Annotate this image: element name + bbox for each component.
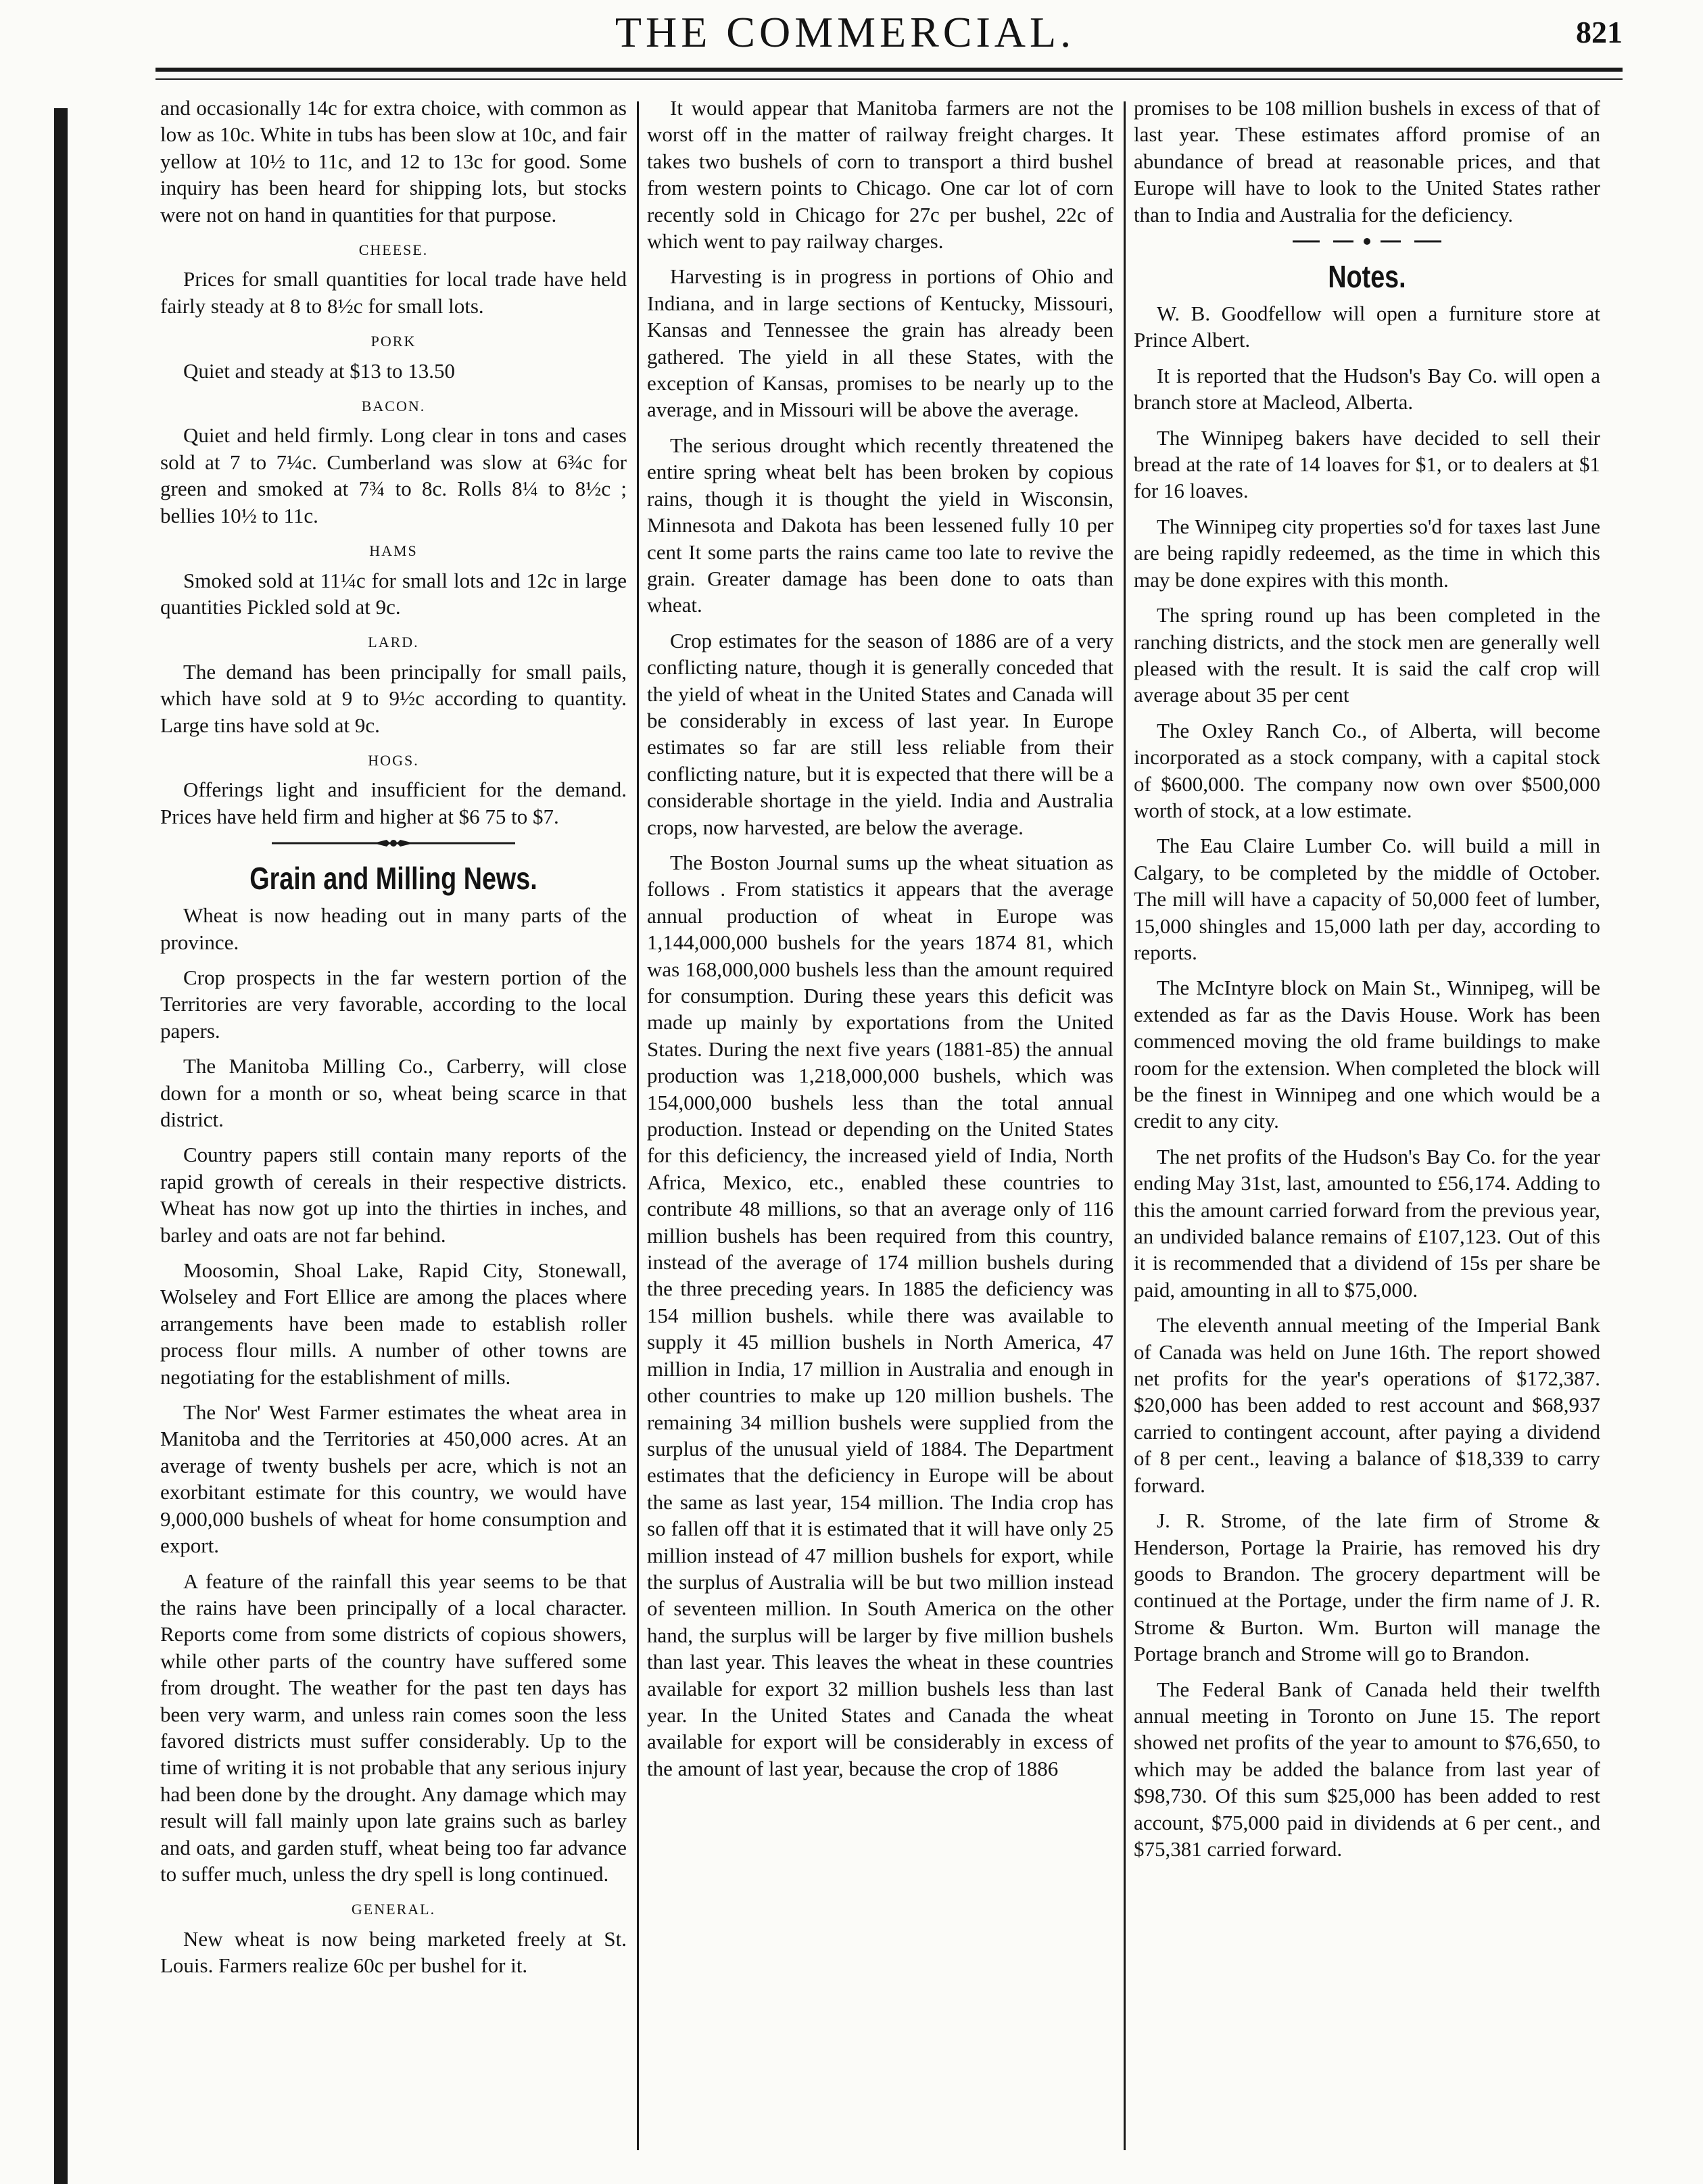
page-number: 821 [1576, 15, 1623, 49]
paragraph: A feature of the rainfall this year seems to be that the rains have been principally of a local character. Reports come from some districts of copious showers, while other parts of the country have suffered some from drought. The weather for the past ten days has been very warm, and unless rain comes soon the less favored districts must suffer considerably. Up to the time of writing it is not probable that any serious injury had been done by the drought. Any damage which may result will fall mainly upon late grains such as barley and oats, and garden stuff, wheat being too far advance to suffer much, unless the dry spell is long continued. [160, 1569, 627, 1886]
paragraph: Crop prospects in the far western portion of the Territories are very favorable, according to the local papers. [160, 965, 627, 1043]
paragraph: Prices for small quantities for local trade have held fairly steady at 8 to 8½c for small lots. [160, 267, 627, 318]
ornament-divider [1134, 237, 1600, 246]
note: J. R. Strome, of the late firm of Strome & Henderson, Portage la Prairie, has removed his dry goods to Brandon. The grocery department will be continued at the Portage, under the firm name of J. R. Strome & Burton. Wm. Burton will manage the Portage branch and Strome will go to Brandon. [1134, 1509, 1600, 1666]
paragraph: Wheat is now heading out in many parts of the province. [160, 903, 627, 954]
paragraph: promises to be 108 million bushels in excess of that of last year. These estimates afford promise of an abundance of bread at reasonable prices, and that Europe will have to look to the United States rather than to India and Australia for the deficiency. [1134, 96, 1600, 227]
paragraph: Smoked sold at 11¼c for small lots and 12c in large quantities Pickled sold at 9c. [160, 568, 627, 619]
paragraph: Quiet and held firmly. Long clear in tons and cases sold at 7 to 7¼c. Cumberland was slow at 6¾c for green and smoked at 7¾ to 8c. Rolls 8¼ to 8½c ; bellies 10½ to 11c. [160, 423, 627, 527]
page-title: THE COMMERCIAL. [615, 8, 1076, 56]
binding-edge [54, 108, 68, 2184]
note: It is reported that the Hudson's Bay Co. will open a branch store at Macleod, Alberta. [1134, 363, 1600, 414]
subhead-general: GENERAL. [351, 1901, 436, 1918]
paragraph: New wheat is now being marketed freely at St. Louis. Farmers realize 60c per bushel for it. [160, 1926, 627, 1978]
note: The McIntyre block on Main St., Winnipeg, will be extended as far as the Davis House. Work has been commenced moving the old frame buildings to make room for the extension. When completed the block will be the finest in Winnipeg and one which would be a credit to any city. [1134, 976, 1600, 1133]
section-heading: Grain and Milling News. [249, 861, 537, 897]
paragraph: The Manitoba Milling Co., Carberry, will close down for a month or so, wheat being scarce in that district. [160, 1054, 627, 1131]
notes-heading: Notes. [1328, 259, 1406, 295]
paragraph: The demand has been principally for small pails, which have sold at 9 to 9½c according to quantity. Large tins have sold at 9c. [160, 659, 627, 737]
paragraph: and occasionally 14c for extra choice, with common as low as 10c. White in tubs has been slow at 10c, and fair yellow at 10½ to 11c, and 12 to 13c for good. Some inquiry has been heard for shipping lots, but stocks were not on hand in quantities for that purpose. [160, 96, 627, 227]
column-1 [160, 95, 627, 2150]
paragraph: Country papers still contain many reports of the rapid growth of cereals in their respective districts. Wheat has now got up into the thirties in inches, and barley and oats are not far behind. [160, 1143, 627, 1247]
note: W. B. Goodfellow will open a furniture store at Prince Albert. [1134, 302, 1600, 352]
header-rule [155, 68, 1623, 72]
header-rule-thin [155, 78, 1623, 80]
paragraph: The serious drought which recently threatened the entire spring wheat belt has been broken by copious rains, though it is thought the yield in Wisconsin, Minnesota and Dakota has been lessened fully 10 per cent It some parts the rains came too late to revive the grain. Greater damage has been done to oats than wheat. [647, 433, 1113, 617]
paragraph: Quiet and steady at $13 to 13.50 [183, 358, 456, 383]
note: The eleventh annual meeting of the Imperial Bank of Canada was held on June 16th. The report showed net profits for the year's operations of $172,387. $20,000 has been added to rest account and $68,937 carried to contingent account, after paying a dividend of 8 per cent., leaving a balance of $18,339 to carry forward. [1134, 1313, 1600, 1497]
paragraph: It would appear that Manitoba farmers are not the worst off in the matter of railway freight charges. It takes two bushels of corn to transport a third bushel from western points to Chicago. One car lot of corn recently sold in Chicago for 27c per bushel, 22c of which went to pay railway charges. [647, 96, 1113, 254]
masthead [68, 5, 1623, 60]
subhead-hams: HAMS [369, 542, 418, 560]
subhead-hogs: HOGS. [368, 751, 419, 769]
subhead-lard: LARD. [368, 634, 419, 651]
paragraph: Offerings light and insufficient for the demand. Prices have held firm and higher at $6 75 to $7. [160, 778, 627, 828]
note: The spring round up has been completed in the ranching districts, and the stock men are generally well pleased with the result. It is said the calf crop will average about 35 per cent [1134, 603, 1600, 707]
paragraph: Crop estimates for the season of 1886 are of a very conflicting nature, though it is generally conceded that the yield of wheat in the United States and Canada will be considerably in excess of last year. In Europe estimates so far are still less reliable from their conflicting nature, but it is expected that there will be a considerable shortage in the yield. India and Australia crops, now harvested, are below the average. [647, 628, 1113, 839]
note: The net profits of the Hudson's Bay Co. for the year ending May 31st, last, amounted to £56,174. Adding to this the amount carried forward from the previous year, an undivided balance remains of £107,123. Out of this it is recommended that a dividend of 15s per share be paid, amounting in all to $75,000. [1134, 1144, 1600, 1302]
paragraph: The Nor' West Farmer estimates the wheat area in Manitoba and the Territories at 450,000 acres. At an average of twenty bushels per acre, which is not an exorbitant estimate for this country, we would have 9,000,000 bushels of wheat for home consumption and export. [160, 1400, 627, 1558]
note: The Eau Claire Lumber Co. will build a mill in Calgary, to be completed by the middle of October. The mill will have a capacity of 50,000 feet of lumber, 15,000 shingles and 15,000 lath per day, according to reports. [1134, 834, 1600, 964]
note: The Winnipeg bakers have decided to sell their bread at the rate of 14 loaves for $1, or to dealers at $1 for 16 loaves. [1134, 425, 1600, 503]
ornament-divider [160, 838, 627, 848]
subhead-cheese: CHEESE. [358, 241, 429, 259]
note: The Oxley Ranch Co., of Alberta, will become incorporated as a stock company, with a capital stock of $600,000. The company now own over $500,000 worth of stock, at a low estimate. [1134, 718, 1600, 822]
column-3 [1134, 95, 1600, 2150]
paragraph: Moosomin, Shoal Lake, Rapid City, Stonewall, Wolseley and Fort Ellice are among the places where arrangements have been made to establish roller process flour mills. A number of other towns are negotiating for the establishment of mills. [160, 1258, 627, 1389]
column-divider [637, 101, 639, 2150]
subhead-pork: PORK [370, 333, 416, 350]
paragraph: Harvesting is in progress in portions of Ohio and Indiana, and in large sections of Kentucky, Missouri, Kansas and Tennessee the grain has already been gathered. The yield in all these States, with the exception of Kansas, promises to be nearly up to the average, and in Missouri will be above the average. [647, 264, 1113, 422]
note: The Winnipeg city properties so'd for taxes last June are being rapidly redeemed, as the time in which this may be done expires with this month. [1134, 514, 1600, 592]
note: The Federal Bank of Canada held their twelfth annual meeting in Toronto on June 15. The report showed net profits of the year to amount to $76,650, to which may be added the balance from last year of $98,730. Of this sum $25,000 has been added to rest account, $75,000 paid in dividends at 6 per cent., and $75,381 carried forward. [1134, 1677, 1600, 1861]
column-2 [647, 95, 1113, 2150]
paragraph: The Boston Journal sums up the wheat situation as follows . From statistics it appears that the average annual production of wheat in Europe was 1,144,000,000 bushels for the years 1874 81, which was 168,000,000 bushels less than the amount required for consumption. During these years this deficit was made up mainly by exportations from the United States. During the next five years (1881-85) the annual production was 1,218,000,000 bushels, which was 154,000,000 bushels less than the total annual production. Instead or depending on the United States for this deficiency, the increased yield of India, North Africa, Mexico, etc., enabled these countries to contribute 48 millions, so that an average only of 116 million bushels has been required from this country, instead of the average of 174 million bushels during the three preceding years. In 1885 the deficiency was 154 million bushels. while there was available to supply it 45 million bushels in North America, 47 million in India, 17 million in Australia and enough in other countries to make up 120 million bushels. The remaining 34 million bushels were supplied from the surplus of the unusual yield of 1884. The Department estimates that the deficiency in Europe will be about the same as last year, 154 million. The India crop has so fallen off that it is estimated that it will have only 25 million instead of 47 million bushels for export, while the surplus of Australia will be but two million instead of seventeen million. In South America on the other hand, the surplus will be larger by five million bushels than last year. This leaves the wheat in these countries available for export 32 million bushels less than last year. In the United States and Canada the wheat available for export will be considerably in excess of the amount of last year, because the crop of 1886 [647, 850, 1113, 1780]
subhead-bacon: BACON. [361, 398, 426, 415]
column-divider [1124, 101, 1126, 2150]
